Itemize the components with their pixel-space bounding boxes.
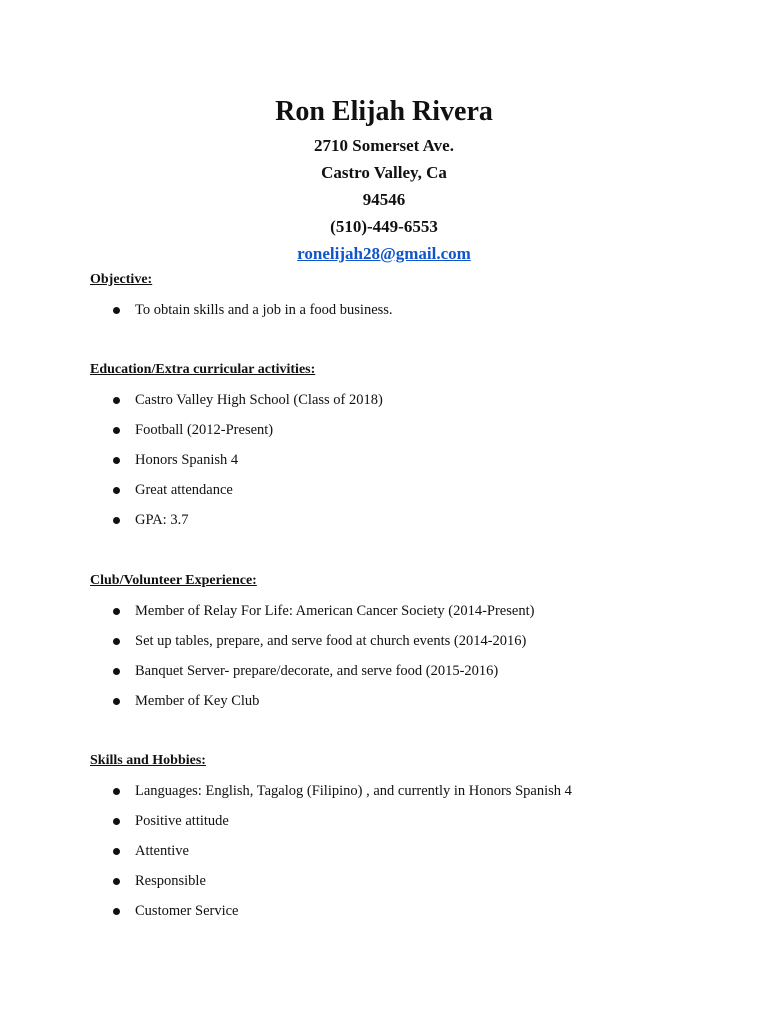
list-item (90, 450, 730, 470)
skills-list (90, 781, 730, 921)
list-item (90, 901, 730, 921)
list-item (90, 390, 730, 410)
list-item (90, 601, 730, 621)
bullet-icon (113, 908, 120, 915)
list-item-text: Responsible (135, 873, 206, 889)
list-item-text: Member of Key Club (135, 693, 260, 709)
email-link[interactable]: ronelijah28@gmail.com (297, 244, 471, 263)
list-item-text: Set up tables, prepare, and serve food at church events (2014-2016) (135, 633, 527, 649)
list-item-text: GPA: 3.7 (135, 512, 189, 528)
list-item (90, 631, 730, 651)
bullet-icon (113, 427, 120, 434)
section-objective (90, 270, 730, 330)
applicant-name: Ron Elijah Rivera (275, 96, 493, 127)
section-title-objective: Objective: (90, 272, 153, 287)
list-item-text: Castro Valley High School (Class of 2018) (135, 392, 383, 408)
bullet-icon (113, 848, 120, 855)
bullet-icon (113, 457, 120, 464)
list-item-text: Great attendance (135, 482, 233, 498)
list-item-text: Customer Service (135, 903, 239, 919)
list-item (90, 420, 730, 440)
list-item (90, 811, 730, 831)
email-line (0, 240, 768, 267)
list-item (90, 510, 730, 530)
bullet-icon (113, 487, 120, 494)
education-list (90, 390, 730, 530)
list-item (90, 661, 730, 681)
bullet-icon (113, 818, 120, 825)
list-item-text: Attentive (135, 843, 189, 859)
phone-number: (510)-449-6553 (330, 217, 438, 236)
bullet-icon (113, 638, 120, 645)
list-item-text: Languages: English, Tagalog (Filipino) , and currently in Honors Spanish 4 (135, 783, 572, 799)
list-item (90, 871, 730, 891)
list-item-text: Banquet Server- prepare/decorate, and serve food (2015-2016) (135, 663, 499, 679)
bullet-icon (113, 608, 120, 615)
list-item-text: Football (2012-Present) (135, 422, 274, 438)
bullet-icon (113, 788, 120, 795)
section-title-skills: Skills and Hobbies: (90, 753, 206, 768)
list-item-text: To obtain skills and a job in a food business. (135, 302, 393, 318)
section-education (90, 360, 730, 540)
zip-code: 94546 (362, 190, 406, 209)
objective-list (90, 300, 730, 320)
section-skills (90, 751, 730, 931)
bullet-icon (113, 698, 120, 705)
list-item (90, 300, 730, 320)
section-title-education: Education/Extra curricular activities: (90, 362, 316, 377)
bullet-icon (113, 668, 120, 675)
volunteer-list (90, 601, 730, 711)
section-volunteer (90, 571, 730, 721)
resume-header (0, 92, 768, 267)
section-title-volunteer: Club/Volunteer Experience: (90, 573, 257, 588)
bullet-icon (113, 397, 120, 404)
list-item (90, 841, 730, 861)
street-address: 2710 Somerset Ave. (314, 136, 454, 155)
bullet-icon (113, 878, 120, 885)
list-item-text: Positive attitude (135, 813, 229, 829)
list-item (90, 691, 730, 711)
list-item-text: Member of Relay For Life: American Cancer Society (2014-Present) (135, 603, 535, 619)
list-item (90, 781, 730, 801)
bullet-icon (113, 307, 120, 314)
list-item-text: Honors Spanish 4 (135, 452, 239, 468)
bullet-icon (113, 517, 120, 524)
list-item (90, 480, 730, 500)
city-state: Castro Valley, Ca (321, 163, 447, 182)
